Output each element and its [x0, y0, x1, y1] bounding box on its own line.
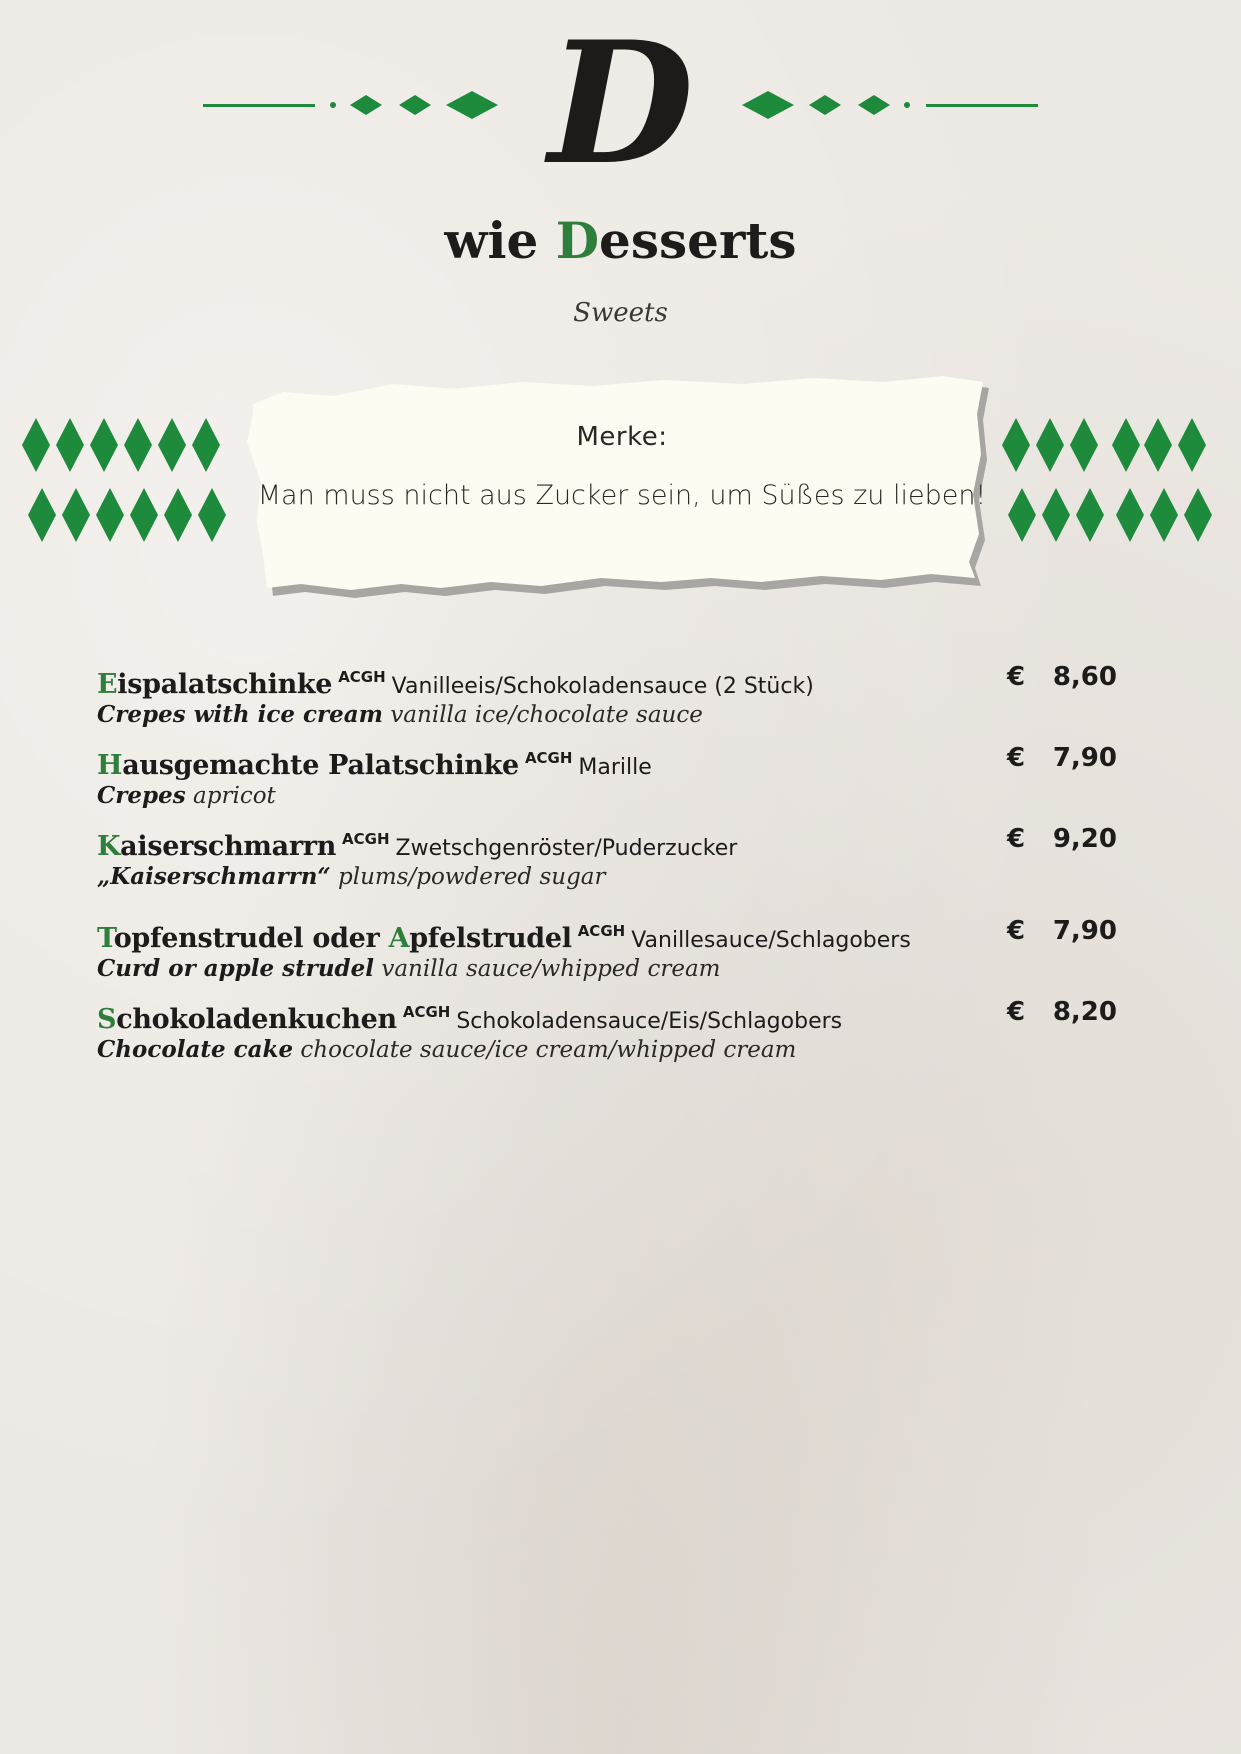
diamond-cluster-left [22, 418, 242, 548]
menu-item-english [97, 778, 1137, 816]
item-english-description: vanilla ice/chocolate sauce [390, 702, 703, 728]
ornament-diamond [742, 91, 794, 119]
item-price: 8,20 [1052, 997, 1117, 1027]
item-price: 9,20 [1052, 824, 1117, 854]
menu-item-line [97, 657, 1137, 700]
decorative-initial-letter: D [548, 4, 694, 202]
note-text: Man muss nicht aus Zucker sein, um Süßes zu lieben! [257, 480, 987, 511]
item-initial: K [97, 831, 121, 862]
item-english-description: vanilla sauce/whipped cream [381, 956, 721, 982]
allergen-codes: ACGH [577, 922, 626, 940]
ornament-dot-left [330, 102, 336, 108]
item-english-description: chocolate sauce/ice cream/whipped cream [300, 1037, 797, 1063]
item-initial: A [388, 923, 410, 954]
item-name-rest: chokoladenkuchen [116, 1004, 397, 1035]
currency-symbol: € [1007, 743, 1026, 773]
item-name [97, 1004, 397, 1035]
ornament-diamond [858, 95, 890, 115]
allergen-codes: ACGH [402, 1003, 451, 1021]
item-english-name: Curd or apple strudel [97, 955, 375, 982]
item-price: 7,90 [1052, 743, 1117, 773]
menu-item-line [97, 992, 1137, 1035]
item-price: 8,60 [1052, 662, 1117, 692]
item-name [97, 923, 572, 954]
item-initial: S [97, 1004, 117, 1035]
item-description: Vanilleeis/Schokoladensauce (2 Stück) [391, 674, 814, 699]
item-description: Schokoladensauce/Eis/Schlagobers [456, 1009, 843, 1034]
allergen-codes: ACGH [342, 830, 390, 848]
page-subtitle: Sweets [573, 298, 668, 328]
menu-item [97, 657, 1137, 735]
item-name-rest: pfelstrudel [409, 923, 572, 954]
item-english-name: „Kaiserschmarrn“ [97, 863, 331, 890]
menu-item-line [97, 738, 1137, 781]
item-name-rest: ausgemachte Palatschinke [122, 750, 519, 781]
item-description: Zwetschgenröster/Puderzucker [395, 836, 738, 861]
ornament-line-left [203, 104, 315, 107]
diamond-cluster-right [1000, 418, 1220, 548]
item-english-description: apricot [193, 783, 276, 809]
page-title [0, 206, 1241, 276]
item-english-description: plums/powdered sugar [337, 864, 606, 890]
item-english-name: Crepes [97, 782, 186, 809]
menu-item-english [97, 697, 1137, 735]
menu-item-english [97, 859, 1137, 897]
menu-item [97, 911, 1137, 989]
allergen-codes: ACGH [524, 749, 573, 767]
ornament-diamond [446, 91, 498, 119]
menu-item-english [97, 951, 1137, 989]
item-name-rest: aiserschmarrn [120, 831, 337, 862]
item-initial: H [97, 750, 123, 781]
ornament-diamond [809, 95, 841, 115]
item-english-name: Chocolate cake [97, 1036, 294, 1063]
item-name [97, 831, 336, 862]
item-english-name: Crepes with ice cream [97, 701, 383, 728]
item-name-rest: ispalatschinke [117, 669, 333, 700]
title-part: wie [444, 211, 556, 270]
menu-item-line [97, 911, 1137, 954]
menu-item-english [97, 1032, 1137, 1070]
currency-symbol: € [1007, 662, 1026, 692]
menu-item [97, 819, 1137, 897]
item-name [97, 750, 519, 781]
item-description: Marille [578, 755, 652, 780]
menu-item [97, 992, 1137, 1070]
currency-symbol: € [1007, 824, 1026, 854]
item-initial: E [97, 669, 118, 700]
item-initial: T [97, 923, 114, 954]
ornament-diamond [399, 95, 431, 115]
note-heading: Merke: [576, 422, 668, 452]
allergen-codes: ACGH [338, 668, 386, 686]
menu-item-line [97, 819, 1137, 862]
item-name [97, 669, 332, 700]
currency-symbol: € [1007, 916, 1026, 946]
item-name-mid: opfenstrudel oder [113, 923, 389, 954]
title-initial: D [555, 211, 600, 270]
item-description: Vanillesauce/Schlagobers [631, 928, 911, 953]
ornament-dot-right [904, 102, 910, 108]
item-price: 7,90 [1052, 916, 1117, 946]
ornament-line-right [926, 104, 1038, 107]
ornament-diamond [350, 95, 382, 115]
title-part: esserts [599, 211, 797, 270]
currency-symbol: € [1007, 997, 1026, 1027]
menu-item [97, 738, 1137, 816]
